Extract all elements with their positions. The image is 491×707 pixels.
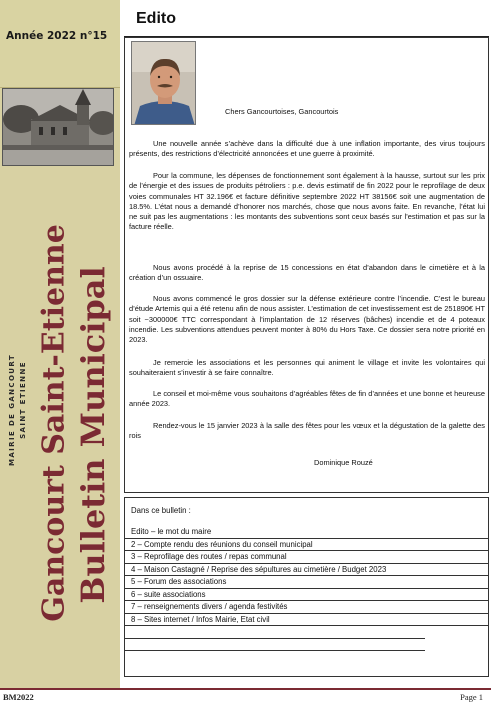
letter-paragraph: Une nouvelle année s’achève dans la difficulté due à une inflation importante, des virus toujours présents, des restrictions d’électricité annoncées et une guerre à proximité.	[129, 139, 485, 159]
letter-paragraph: Nous avons commencé le gros dossier sur la défense extérieure contre l’incendie. C’est le bureau d’étude Artemis qui a été retenu afin de nous assister. L’estimation de cet investissement est de 251890€ HT soit ~300000€ TTC correspondant à l’implantation de 12 réserves (bâches) incendie et de 4 poteaux incendie. Les subventions attendues peuvent monter à 80% du Hors Taxe. Ce dossier sera notre priorité en 2023.	[129, 294, 485, 345]
toc-item: 5 – Forum des associations	[125, 576, 488, 589]
mairie-label-line1: MAIRIE DE GANCOURT	[8, 353, 16, 467]
village-photo	[2, 88, 114, 166]
table-of-contents	[124, 497, 489, 677]
toc-item: 4 – Maison Castagné / Reprise des sépultures au cimetière / Budget 2023	[125, 564, 488, 577]
toc-item: 6 – suite associations	[125, 589, 488, 602]
page-number: Page 1	[460, 692, 483, 702]
toc-item: Edito – le mot du maire	[125, 526, 488, 539]
footer-issue-code: BM2022	[3, 692, 34, 702]
toc-item: 3 – Reprofilage des routes / repas communal	[125, 551, 488, 564]
letter-paragraph: Rendez-vous le 15 janvier 2023 à la salle des fêtes pour les vœux et la dégustation de la galette des rois	[129, 421, 485, 441]
sidebar-title-line1: Gancourt Saint-Etienne	[36, 223, 72, 622]
toc-item: 2 – Compte rendu des réunions du conseil municipal	[125, 539, 488, 552]
year-label: Année 2022 n°15	[6, 30, 108, 42]
letter-paragraph: Je remercie les associations et les personnes qui animent le village et invite les volontaires qui souhaiteraient s’investir à se faire connaître.	[129, 358, 485, 378]
page-title: Edito	[136, 10, 176, 27]
letter-signature: Dominique Rouzé	[314, 458, 373, 467]
toc-blank-line	[125, 639, 425, 652]
toc-blank-line	[125, 626, 425, 639]
toc-item: 8 – Sites internet / Infos Mairie, Etat civil	[125, 614, 488, 627]
sidebar-title-line2: Bulletin Municipal	[74, 266, 112, 604]
sidebar	[0, 0, 120, 688]
edito-letter	[124, 37, 489, 493]
letter-paragraph: Le conseil et moi-même vous souhaitons d’agréables fêtes de fin d’années et une bonne et heureuse année 2023.	[129, 389, 485, 409]
footer-divider	[0, 688, 491, 690]
mayor-portrait	[131, 41, 196, 125]
toc-heading: Dans ce bulletin :	[131, 506, 191, 515]
year-box	[0, 0, 120, 88]
letter-paragraph: Nous avons procédé à la reprise de 15 concessions en état d’abandon dans le cimetière et à la création d’un ossuaire.	[129, 263, 485, 283]
toc-item: 7 – renseignements divers / agenda festivités	[125, 601, 488, 614]
toc-list	[125, 526, 488, 651]
letter-greeting: Chers Gancourtoises, Gancourtois	[225, 107, 339, 116]
letter-paragraph: Pour la commune, les dépenses de fonctionnement sont également à la hausse, surtout sur les prix de l’énergie et des issues de produits pétroliers : p.e. devis estimatif de fin 2022 pour le reprofilage de deux voies communales HT 32.196€ et facture définitive septembre 2022 HT 38156€ soit une augmentation de 18.5%. L’état nous a demandé d’honorer nos marchés, chose que nous avons faite. En revanche, l’état lui ne suit pas les augmentations : les montants des subventions sont ceux basés sur l’estimation et pas sur la facture réelle.	[129, 171, 485, 232]
mairie-label-line2: SAINT ETIENNE	[19, 361, 27, 439]
